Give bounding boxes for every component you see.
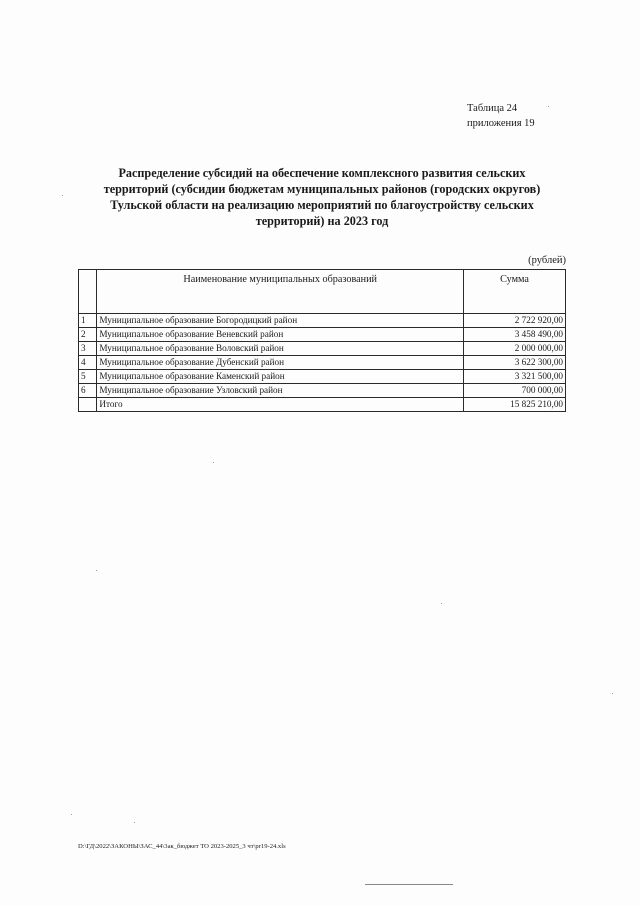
title-line-4: территорий) на 2023 год	[255, 214, 389, 228]
row-number: 3	[79, 342, 97, 356]
row-number: 4	[79, 356, 97, 370]
title-line-2: территорий (субсидии бюджетам муниципальных районов (городских округов)	[103, 182, 541, 196]
row-sum: 700 000,00	[464, 384, 566, 398]
row-sum: 3 321 500,00	[464, 370, 566, 384]
row-sum: 3 458 490,00	[464, 328, 566, 342]
table-number: Таблица 24	[467, 103, 518, 114]
row-number: 2	[79, 328, 97, 342]
header-sum: Сумма	[464, 270, 566, 314]
row-name: Муниципальное образование Богородицкий район	[97, 314, 464, 328]
row-number: 1	[79, 314, 97, 328]
row-sum: 3 622 300,00	[464, 356, 566, 370]
table-row	[79, 342, 566, 356]
scan-speck	[548, 106, 549, 107]
row-name: Муниципальное образование Веневский район	[97, 328, 464, 342]
appendix-number: приложения 19	[467, 118, 535, 129]
table-row	[79, 384, 566, 398]
row-number: 6	[79, 384, 97, 398]
row-name: Муниципальное образование Воловский район	[97, 342, 464, 356]
table-row	[79, 370, 566, 384]
table-header-row	[79, 270, 566, 314]
header-name: Наименование муниципальных образований	[97, 270, 464, 314]
total-sum: 15 825 210,00	[464, 398, 566, 412]
table-reference	[467, 101, 587, 131]
subsidy-table	[78, 269, 566, 412]
row-sum: 2 722 920,00	[464, 314, 566, 328]
scan-speck	[71, 814, 72, 815]
scan-speck	[441, 603, 442, 604]
scan-speck	[96, 570, 97, 571]
scan-speck	[62, 195, 63, 196]
table-row	[79, 356, 566, 370]
scan-speck	[612, 693, 613, 694]
title-line-3: Тульской области на реализацию мероприятий по благоустройству сельских	[110, 198, 534, 212]
row-name: Муниципальное образование Дубенский район	[97, 356, 464, 370]
row-name: Муниципальное образование Каменский район	[97, 370, 464, 384]
units-label: (рублей)	[528, 255, 566, 266]
scan-speck	[213, 462, 214, 463]
total-number	[79, 398, 97, 412]
table-row	[79, 328, 566, 342]
table-total-row	[79, 398, 566, 412]
total-label: Итого	[97, 398, 464, 412]
scan-speck	[134, 822, 135, 823]
table-row	[79, 314, 566, 328]
row-number: 5	[79, 370, 97, 384]
row-sum: 2 000 000,00	[464, 342, 566, 356]
row-name: Муниципальное образование Узловский район	[97, 384, 464, 398]
title-line-1: Распределение субсидий на обеспечение комплексного развития сельских	[118, 166, 526, 180]
document-title	[78, 165, 566, 229]
file-path-footer: D:\ГД\2022\ЗАКОНЫ\ЗАС_44\3ак_бюджет ТО 2023-2025_3 чт\pr19-24.xls	[78, 843, 286, 850]
bottom-divider	[365, 884, 453, 885]
header-number	[79, 270, 97, 314]
